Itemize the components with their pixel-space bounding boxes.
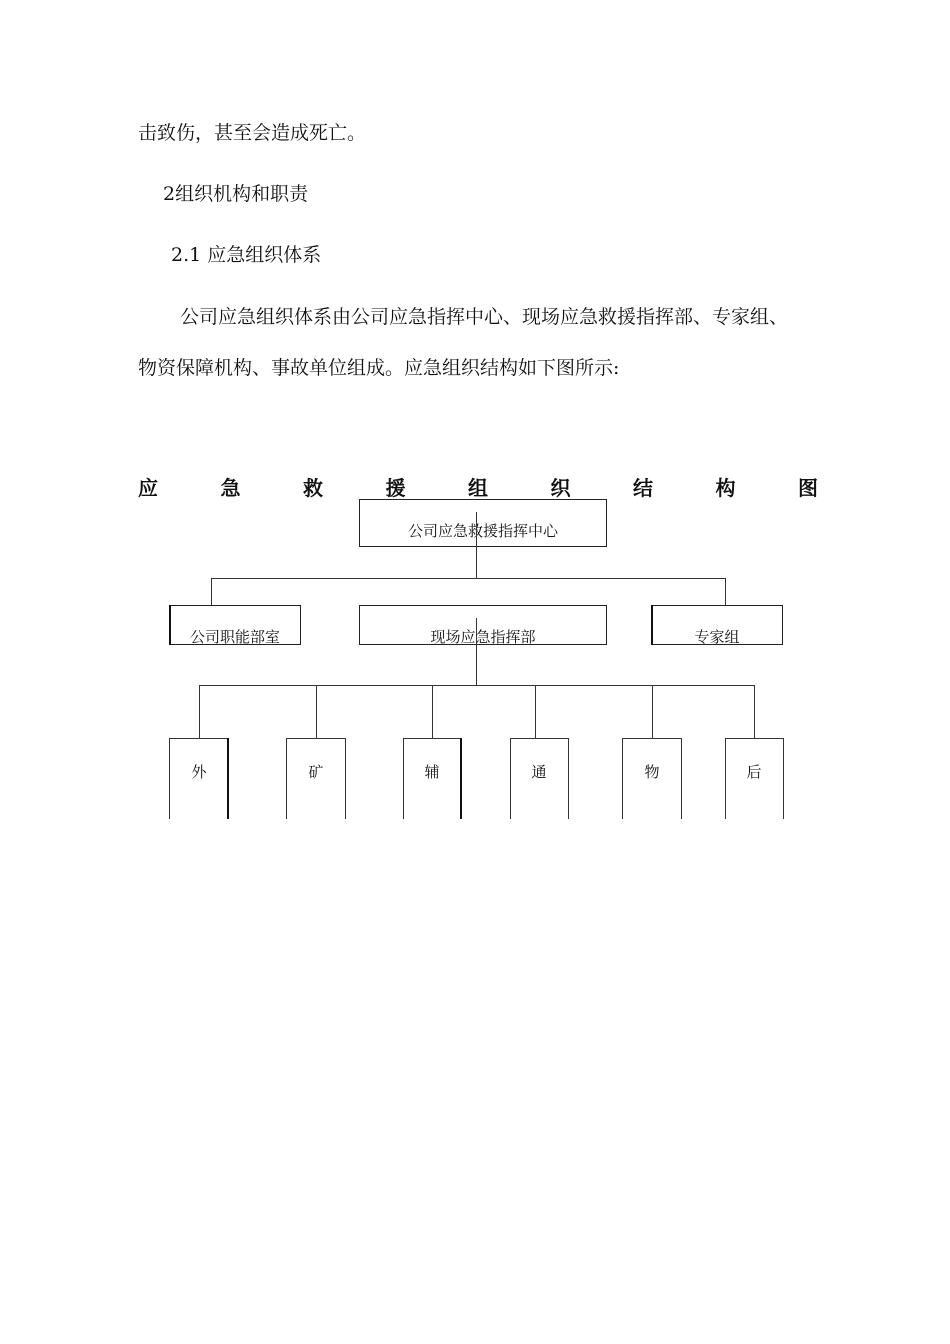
chart-title-char: 织 (550, 476, 571, 500)
org-node-label: 公司职能部室 (189, 628, 281, 646)
chart-title-char: 构 (715, 476, 736, 500)
org-node-label: 通 (531, 763, 547, 781)
chart-title-char: 结 (633, 476, 653, 500)
org-node-label: 后 (746, 763, 762, 781)
text-line-1: 击致伤，甚至会造成死亡。 (138, 122, 367, 144)
body-paragraph-line-2: 物资保障机构、事故单位组成。应急组织结构如下图所示: (138, 357, 620, 379)
section-heading: 2组织机构和职责 (163, 183, 309, 205)
org-node-label: 矿 (308, 763, 324, 781)
body-paragraph-line-1: 公司应急组织体系由公司应急指挥中心、现场应急救援指挥部、专家组、 (180, 306, 789, 328)
chart-title-char: 应 (138, 476, 158, 500)
chart-title-char: 急 (220, 476, 241, 500)
org-node-label: 物 (644, 763, 660, 781)
org-node-label: 外 (191, 763, 207, 781)
org-node-label: 现场应急指挥部 (430, 628, 536, 646)
subsection-heading: 2.1 应急组织体系 (171, 244, 322, 266)
org-node-label: 专家组 (694, 628, 740, 646)
chart-title-char: 救 (303, 476, 323, 500)
chart-title-char: 组 (468, 476, 488, 500)
org-node-root-label: 公司应急救援指挥中心 (407, 522, 559, 540)
chart-title-char: 图 (798, 476, 818, 500)
chart-title-char: 援 (385, 476, 406, 500)
org-node-label: 辅 (424, 763, 440, 781)
